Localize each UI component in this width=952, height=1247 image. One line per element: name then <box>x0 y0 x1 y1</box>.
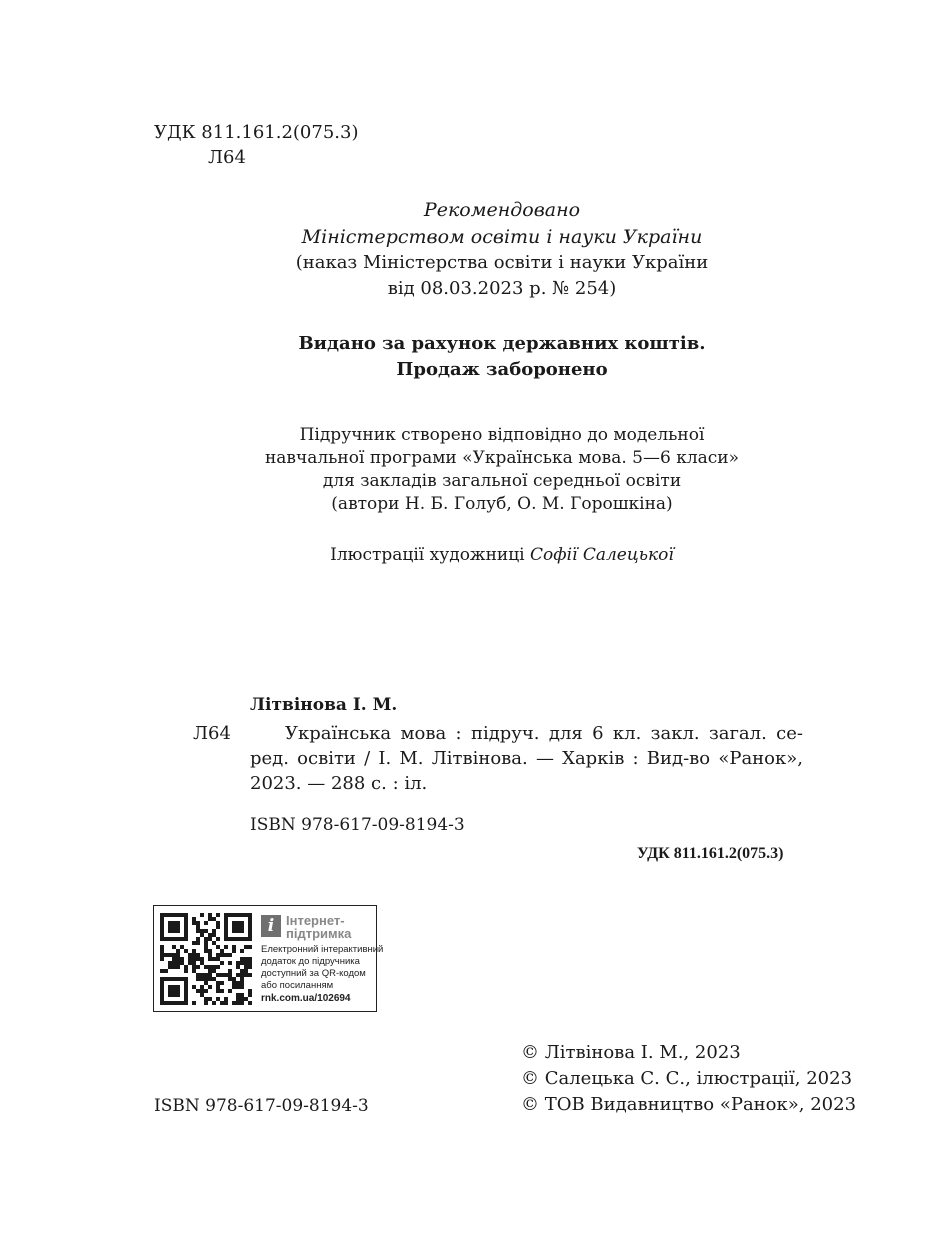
ministry-line: Міністерством освіти і науки України <box>301 226 703 248</box>
catalog-line-2: ред. освіти / І. М. Літвінова. — Харків : Вид-во «Ранок», <box>250 748 803 769</box>
order-line: (наказ Міністерства освіти і науки України <box>295 252 709 273</box>
qr-code-icon[interactable] <box>160 913 252 1005</box>
program-line-4: (автори Н. Б. Голуб, О. М. Горошкіна) <box>331 494 673 514</box>
copyright-publisher: © ТОВ Видавництво «Ранок», 2023 <box>521 1094 857 1115</box>
qr-desc-1: Електронний інтерактивний <box>261 944 384 955</box>
udk-code: УДК 811.161.2(075.3) <box>154 122 359 143</box>
udk-index: Л64 <box>208 147 246 168</box>
qr-heading-1: Інтернет- <box>286 913 345 928</box>
qr-desc-4: або посиланням <box>261 980 334 991</box>
catalog-udk: УДК 811.161.2(075.3) <box>637 845 784 862</box>
recommended-line: Рекомендовано <box>423 199 581 221</box>
copyright-author: © Літвінова І. М., 2023 <box>521 1042 741 1063</box>
qr-desc-3: доступний за QR-кодом <box>261 968 366 979</box>
info-icon: i <box>261 915 281 937</box>
qr-desc-2: додаток до підручника <box>261 956 360 967</box>
catalog-line-3: 2023. — 288 с. : іл. <box>250 773 428 794</box>
program-line-3: для закладів загальної середньої освіти <box>322 471 682 491</box>
illustrations-artist: Софії Салецької <box>530 545 674 565</box>
qr-support-panel <box>153 905 384 1012</box>
illustrations-prefix: Ілюстрації художниці <box>330 545 531 565</box>
catalog-isbn: ISBN 978-617-09-8194-3 <box>250 815 465 835</box>
illustrations-credit <box>0 545 952 565</box>
program-line-1: Підручник створено відповідно до модельної <box>299 425 705 445</box>
state-funds-notice: Видано за рахунок державних коштів. <box>298 333 706 354</box>
qr-heading-2: підтримка <box>286 926 352 941</box>
sale-prohibited-notice: Продаж заборонено <box>396 359 608 380</box>
qr-link[interactable]: rnk.com.ua/102694 <box>261 993 351 1004</box>
isbn-bottom: ISBN 978-617-09-8194-3 <box>154 1096 369 1116</box>
catalog-line-1: Українська мова : підруч. для 6 кл. закл. загал. се- <box>285 723 803 744</box>
copyright-illustrator: © Салецька С. С., ілюстрації, 2023 <box>521 1068 853 1089</box>
program-line-2: навчальної програми «Українська мова. 5—6 класи» <box>264 448 740 468</box>
catalog-author: Літвінова І. М. <box>250 695 398 715</box>
order-date-line: від 08.03.2023 р. № 254) <box>387 278 617 299</box>
catalog-index: Л64 <box>193 723 231 744</box>
